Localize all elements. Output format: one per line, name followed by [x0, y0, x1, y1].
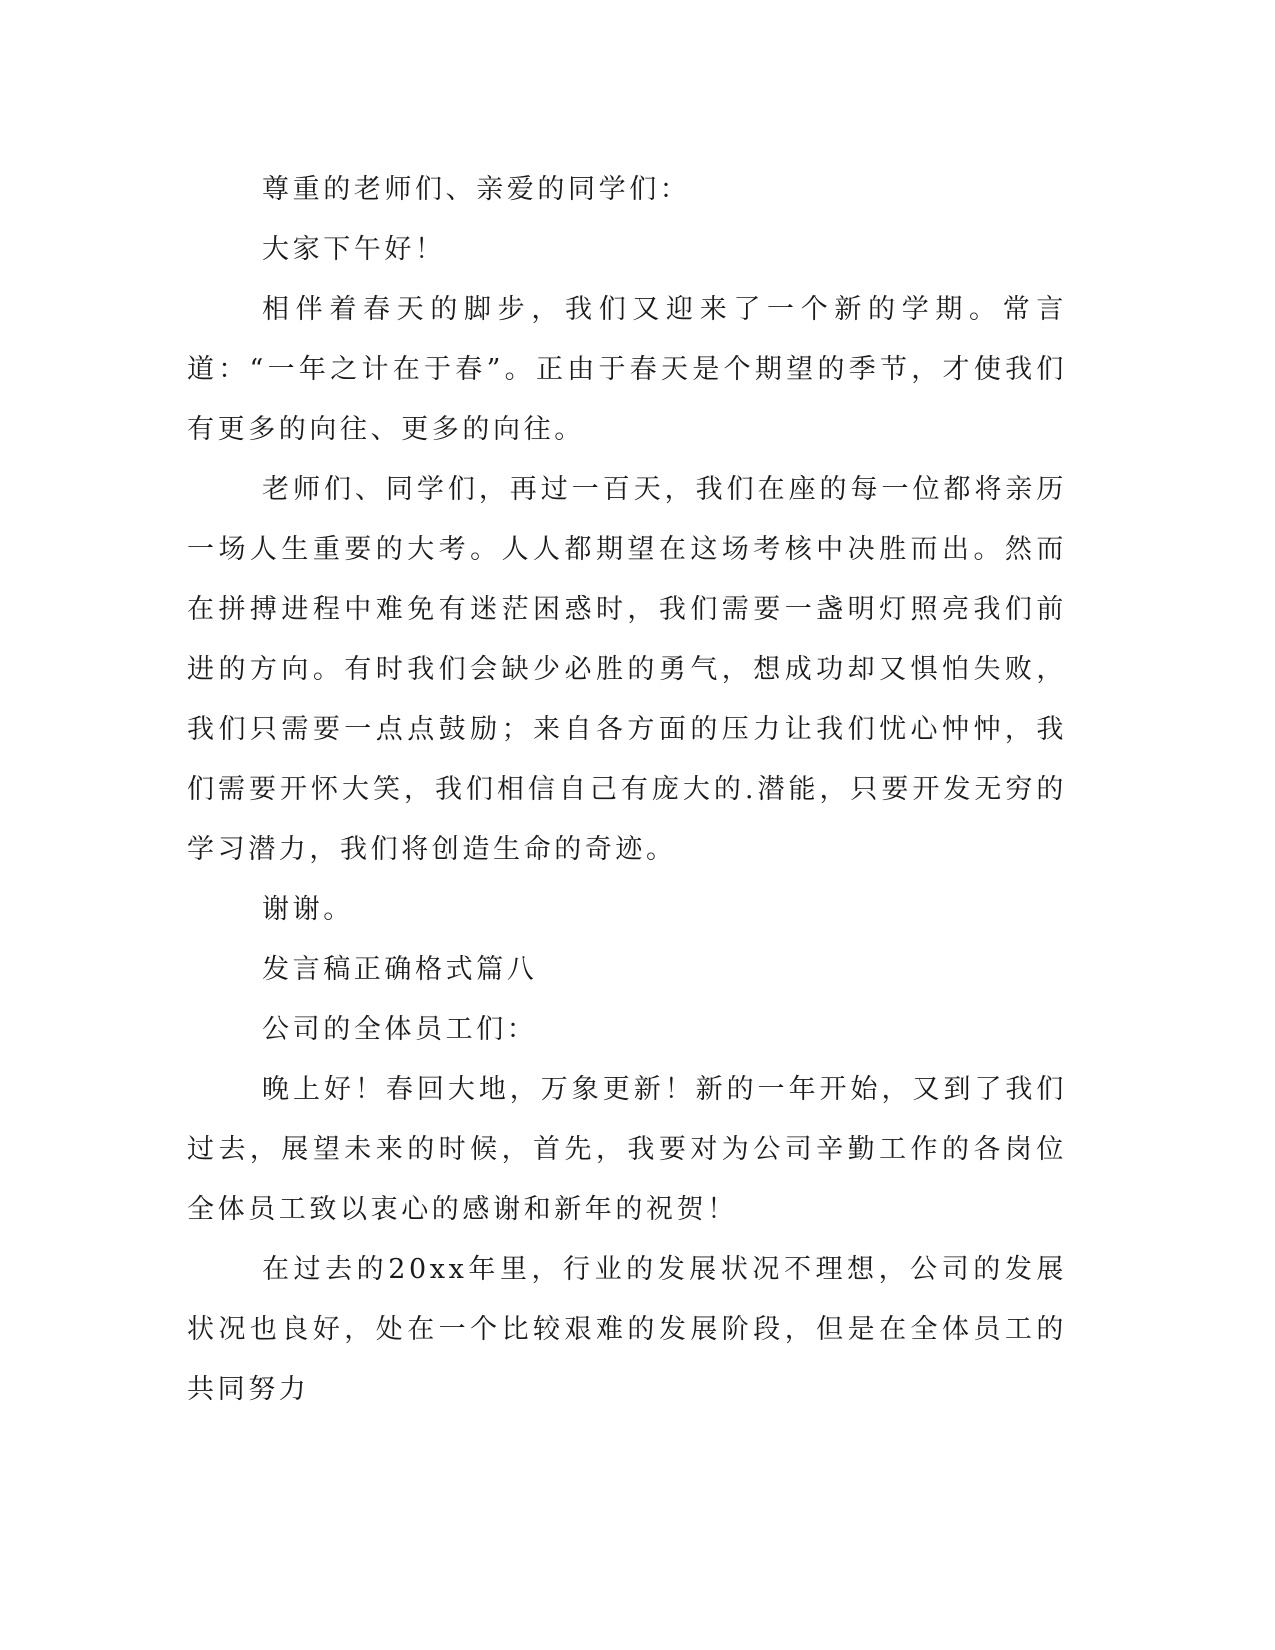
section-heading: 发言稿正确格式篇八 [262, 954, 538, 985]
closing-thanks: 谢谢。 [262, 894, 354, 925]
paragraph-exam: 老师们、同学们，再过一百天，我们在座的每一位都将亲历一场人生重要的大考。人人都期望在这场考核中决胜而出。然而在拼搏进程中难免有迷茫困惑时，我们需要一盏明灯照亮我们前进的方向。有时我们会缺少必胜的勇气，想成功却又惧怕失败，我们只需要一点点鼓励；来自各方面的压力让我们忧心忡忡，我们需要开怀大笑，我们相信自己有庞大的.潜能，只要开发无穷的学习潜力，我们将创造生命的奇迹。 [187, 474, 1067, 865]
document-body [187, 160, 1067, 1420]
paragraph-new-year: 晚上好！春回大地，万象更新！新的一年开始，又到了我们过去，展望未来的时候，首先，我要对为公司辛勤工作的各岗位全体员工致以衷心的感谢和新年的祝贺！ [187, 1074, 1067, 1225]
paragraph-past-year: 在过去的20xx年里，行业的发展状况不理想，公司的发展状况也良好，处在一个比较艰难的发展阶段，但是在全体员工的共同努力 [187, 1254, 1067, 1405]
paragraph-spring: 相伴着春天的脚步，我们又迎来了一个新的学期。常言道：“一年之计在于春”。正由于春天是个期望的季节，才使我们有更多的向往、更多的向往。 [187, 294, 1067, 445]
salutation-teachers-students: 尊重的老师们、亲爱的同学们： [262, 174, 691, 205]
greeting-afternoon: 大家下午好！ [262, 234, 446, 265]
salutation-employees: 公司的全体员工们： [262, 1014, 538, 1045]
